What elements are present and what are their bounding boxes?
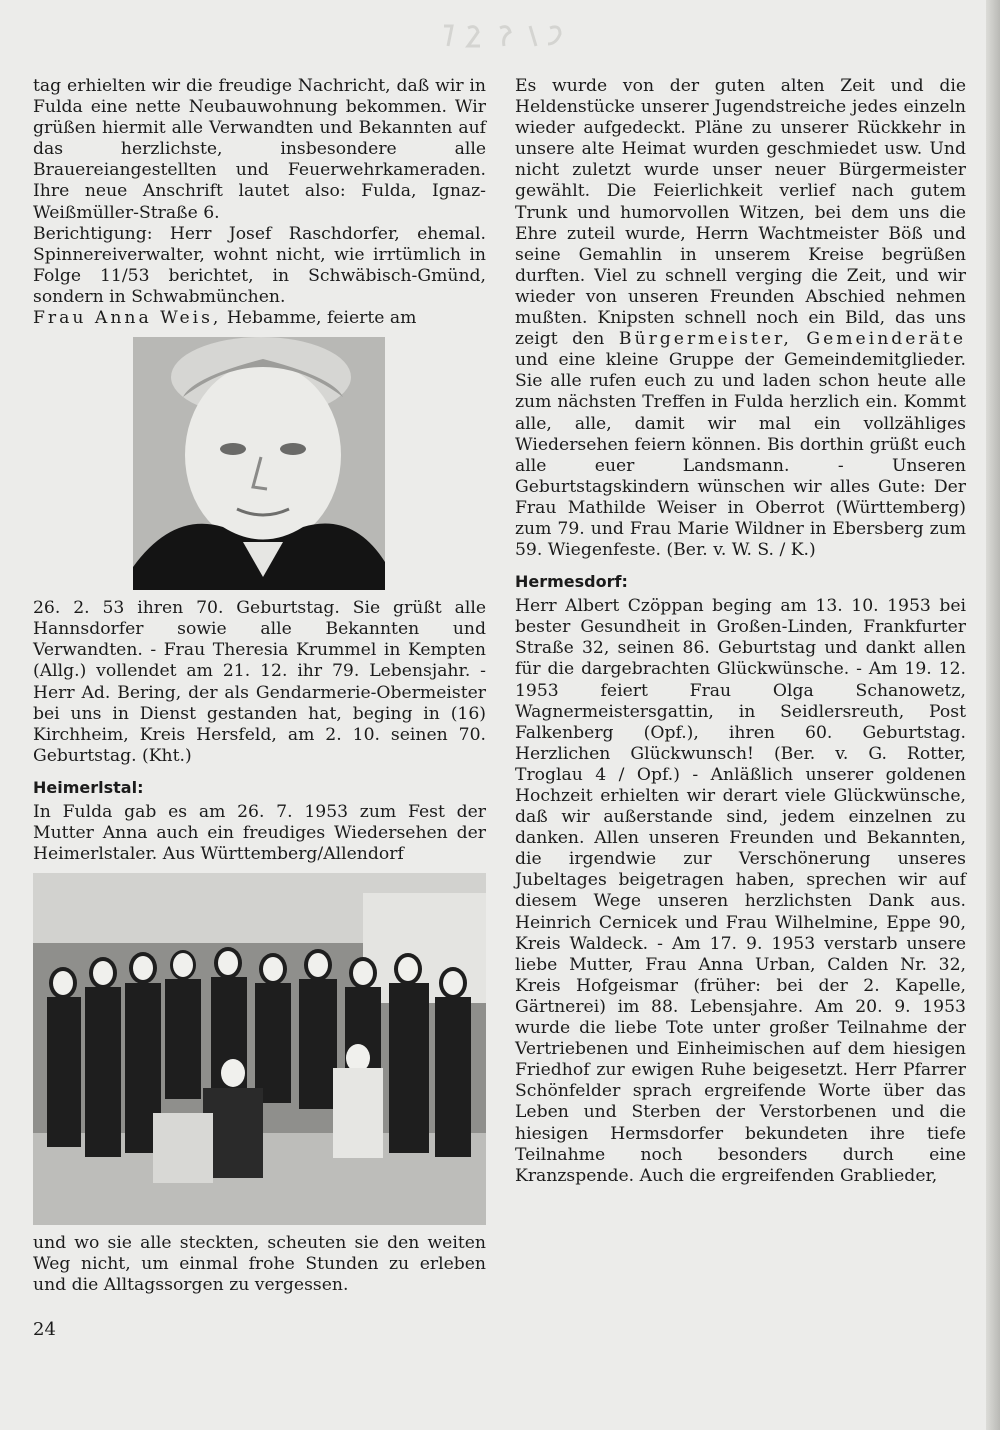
heading-heimerlstal: Heimerlstal:	[33, 777, 144, 797]
paragraph-new-address: tag erhielten wir die freudige Nachricht, daß wir in Fulda eine nette Neubauwohnung bekommen. Wir grüßen hiermit alle Verwandten und Bekannten auf das herzlichste, insbesondere alle Brauereiangestellten und Feuerwehrkameraden. Ihre neue Anschrift lautet also: Fulda, Ignaz-Weißmüller-Straße 6.	[33, 76, 486, 223]
portrait-illustration	[133, 337, 385, 590]
heading-hermesdorf: Hermesdorf:	[515, 572, 628, 592]
paragraph-anna-weis-rest: Hebamme, feierte am	[221, 308, 417, 329]
group-photo	[33, 873, 486, 1225]
paragraph-reunion-part1: Es wurde von der guten alten Zeit und die Heldenstücke unserer Jugendstreiche jedes einzeln wieder aufgedeckt. Pläne zu unserer Rückkehr in unsere alte Heimat wurden geschmiedet usw. Und nicht zuletzt wurde unser neuer Bürgermeister gewählt. Die Feierlichkeit verlief nach gutem Trunk und humorvollen Witzen, bei dem uns die Ehre zuteil wurde, Herrn Wachtmeister Böß und seine Gemahlin in unserem Kreise begrüßen durften. Viel zu schnell verging die Zeit, und wir wieder von unseren Freunden Abschied nehmen mußten. Knipsten schnell noch ein Bild, das uns zeigt den	[515, 76, 966, 350]
paragraph-heimerlstal-trip: und wo sie alle steckten, scheuten sie den weiten Weg nicht, um einmal frohe Stunden zu erleben und die Alltagssorgen zu vergessen.	[33, 1233, 486, 1296]
group-illustration	[33, 873, 486, 1225]
faded-stamp	[438, 20, 568, 52]
page-number: 24	[33, 1319, 56, 1340]
paragraph-correction: Berichtigung: Herr Josef Raschdorfer, ehemal. Spinnereiverwalter, wohnt nicht, wie irrtümlich in Folge 11/53 berichtet, in Schwäbisch-Gmünd, sondern in Schwabmünchen.	[33, 223, 486, 307]
paragraph-anna-weis-intro	[33, 308, 486, 329]
spaced-gemeinderaete: Gemeinderäte	[806, 329, 966, 350]
paragraph-reunion-part2: und eine kleine Gruppe der Gemeindemitglieder. Sie alle rufen euch zu und laden schon heute alle zum nächsten Treffen in Fulda herzlich ein. Kommt alle, alle, damit wir mal ein vollzähliges Wiedersehen feiern können. Bis dorthin grüßt euch alle euer Landsmann. - Unseren Geburtstagskindern wünschen wir alles Gute: Der Frau Mathilde Weiser in Oberrot (Württemberg) zum 79. und Frau Marie Wildner in Ebersberg zum 59. Wiegenfeste. (Ber. v. W. S. / K.)	[515, 350, 966, 561]
portrait-photo	[133, 337, 385, 590]
name-anna-weis: Frau Anna Weis,	[33, 308, 222, 329]
paragraph-heimerlstal-intro: In Fulda gab es am 26. 7. 1953 zum Fest der Mutter Anna auch ein freudiges Wiedersehen der Heimerlstaler. Aus Württemberg/Allendorf	[33, 801, 486, 865]
paragraph-hermesdorf: Herr Albert Czöppan beging am 13. 10. 1953 bei bester Gesundheit in Großen-Linden, Frankfurter Straße 32, seinen 86. Geburtstag und dankt allen für die dargebrachten Glückwünsche. - Am 19. 12. 1953 feiert Frau Olga Schanowetz, Wagnermeistersgattin, in Seidlersreuth, Post Falkenberg (Opf.), ihren 60. Geburtstag. Herzlichen Glückwunsch! (Ber. v. G. Rotter, Troglau 4 / Opf.) - Anläßlich unserer goldenen Hochzeit erhielten wir derart viele Glückwünsche, daß wir außerstande sind, jedem einzelnen zu danken. Allen unseren Freunden und Bekannten, die irgendwie zur Verschönerung unseres Jubeltages beigetragen haben, sprechen wir auf diesem Wege unseren herzlichsten Dank aus. Heinrich Cernicek und Frau Wilhelmine, Eppe 90, Kreis Waldeck. - Am 17. 9. 1953 verstarb unsere liebe Mutter, Frau Anna Urban, Calden Nr. 32, Kreis Hofgeismar (früher: bei der 2. Kapelle, Gärtnerei) im 88. Lebensjahre. Am 20. 9. 1953 wurde die liebe Tote unter großer Teilnahme der Vertriebenen und Einheimischen auf dem hiesigen Friedhof zur ewigen Ruhe beigesetzt. Herr Pfarrer Schönfelder sprach ergreifende Worte über das Leben und Sterben der Verstorbenen und die hiesigen Hermsdorfer bekundeten ihre tiefe Teilnahme noch besonders durch eine Kranzspende. Auch die ergreifenden Grablieder,	[515, 596, 966, 1186]
scan-edge	[986, 0, 1000, 1430]
spaced-buergermeister: Bürgermeister,	[618, 329, 792, 350]
left-column	[33, 76, 486, 1296]
right-column	[515, 76, 966, 1187]
paragraph-birthdays-left: 26. 2. 53 ihren 70. Geburtstag. Sie grüßt alle Hannsdorfer sowie alle Bekannten und Verwandten. - Frau Theresia Krummel in Kempten (Allg.) vollendet am 21. 12. ihr 79. Lebensjahr. - Herr Ad. Bering, der als Gendarmerie-Obermeister bei uns in Dienst gestanden hat, beging in (16) Kirchheim, Kreis Hersfeld, am 2. 10. seinen 70. Geburtstag. (Kht.)	[33, 598, 486, 766]
faded-stamp-mark	[438, 20, 568, 52]
paragraph-reunion	[515, 76, 966, 561]
